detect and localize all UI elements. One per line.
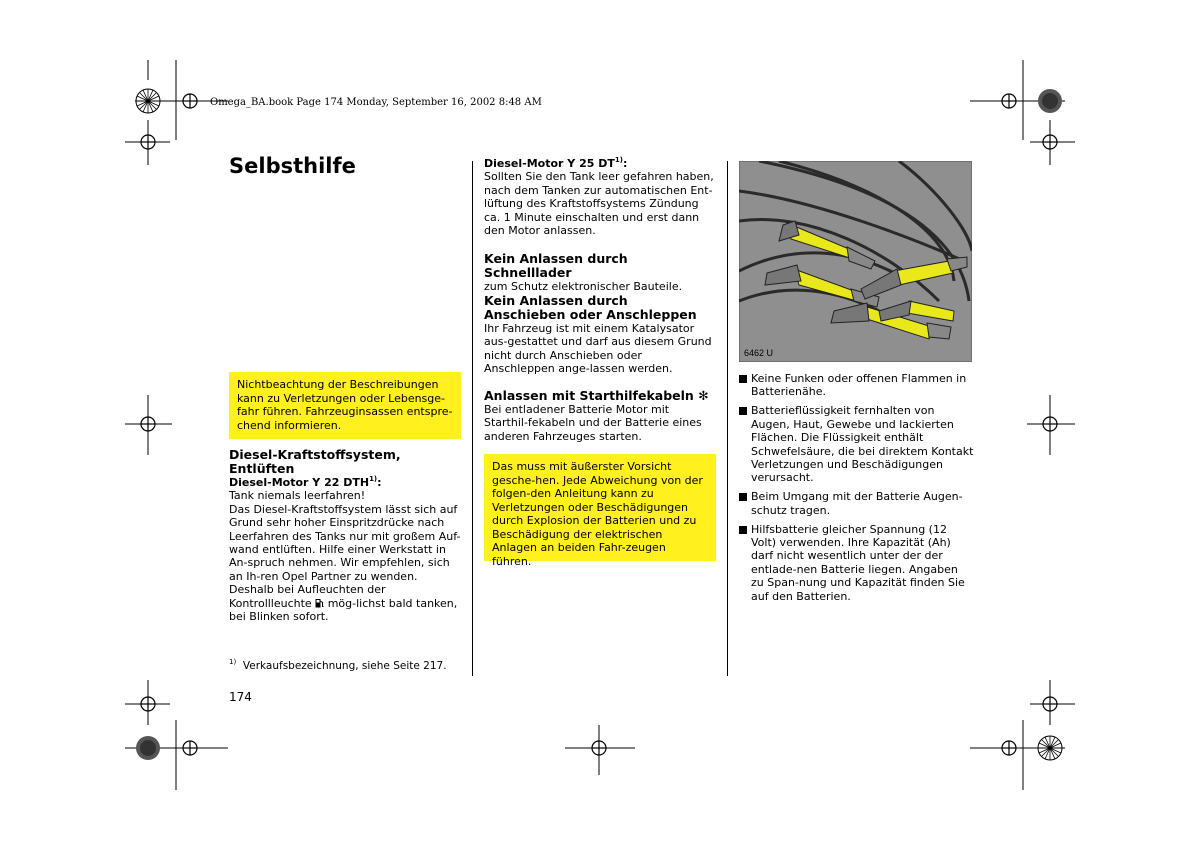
fast-charger-section: [484, 252, 716, 293]
snowflake-icon: ✻: [698, 388, 709, 403]
diesel-bleeding-section: [229, 448, 465, 623]
figure-label: 6462 U: [744, 348, 774, 358]
diesel-y25-section: [484, 157, 716, 237]
list-item: Hilfsbatterie gleicher Spannung (12 Volt) verwenden. Ihre Kapazität (Ah) darf nicht wesentlich unter der der entlade-nen Batterie liegen. Angaben zu Span-nung und Kapazität finden Sie auf den Batterien.: [739, 523, 974, 603]
list-item: Batterieflüssigkeit fernhalten von Augen, Haut, Gewebe und lackierten Flächen. Die Flüssigkeit enthält Schwefelsäure, die bei direktem Kontakt Verletzungen und Beschädigungen verursacht.: [739, 404, 974, 484]
push-start-section: [484, 294, 716, 376]
jumper-cables-image: [739, 161, 972, 362]
bullet-square-icon: [739, 375, 747, 383]
body-text: Sollten Sie den Tank leer gefahren haben, nach dem Tanken zur automatischen Ent-lüftung des Kraftstoffsystems Zündung ca. 1 Minute einschalten und erst dann den Motor anlassen.: [484, 170, 714, 238]
warning-box-fuel: Nichtbeachtung der Beschreibungen kann zu Verletzungen oder Lebensge-fahr führen. Fahrzeuginsassen entspre-chend informieren.: [229, 372, 461, 439]
warning-box-jumpstart: Das muss mit äußerster Vorsicht gesche-hen. Jede Abweichung von der folgen-den Anleitung kann zu Verletzungen oder Beschädigungen durch Explosion der Batterien und zu Beschädigung der elektrischen Anlagen an beiden Fahr-zeugen führen.: [484, 454, 716, 561]
jump-start-section: [484, 389, 716, 443]
footnote: $^{1)}$ Verkaufsbezeichnung, siehe Seite 217.: [229, 658, 447, 672]
section-heading: Kein Anlassen durch Anschieben oder Anschleppen: [484, 293, 697, 322]
bullet-square-icon: [739, 526, 747, 534]
engine-subheading: Diesel-Motor Y 25 DT$^{1)}$:: [484, 156, 628, 170]
column-divider-left: [472, 161, 473, 676]
section-heading: Kein Anlassen durch Schnelllader: [484, 251, 628, 280]
section-heading: Anlassen mit Starthilfekabeln ✻: [484, 388, 709, 403]
section-heading: Diesel-Kraftstoffsystem, Entlüften: [229, 447, 401, 476]
bullet-square-icon: [739, 407, 747, 415]
body-text: Ihr Fahrzeug ist mit einem Katalysator aus-gestattet und darf aus diesem Grund nicht durch Anschieben oder Anschleppen ange-lassen werden.: [484, 322, 712, 376]
body-text: zum Schutz elektronischer Bauteile.: [484, 280, 683, 293]
print-header: Omega_BA.book Page 174 Monday, September 16, 2002 8:48 AM: [210, 97, 542, 108]
body-text: Das Diesel-Kraftstoffsystem lässt sich auf Grund sehr hoher Einspritzdrücke nach Leerfahren des Tanks nur mit großem Auf-wand entlüften. Hilfe einer Werkstatt in An-spruch nehmen. Wir empfehlen, sich an Ih-ren Opel Partner zu wenden. Deshalb bei Aufleuchten der Kontrollleuchte mög-lichst bald tanken, bei Blinken sofort.: [229, 502, 461, 624]
engine-subheading: Diesel-Motor Y 22 DTH$^{1)}$:: [229, 475, 382, 489]
column-divider-right: [727, 161, 728, 676]
page-title: Selbsthilfe: [229, 154, 356, 178]
safety-bullet-list: [739, 372, 974, 609]
fuel-pump-icon: [315, 598, 324, 608]
body-text: Bei entladener Batterie Motor mit Starthil-fekabeln und der Batterie eines anderen Fahrzeuges starten.: [484, 403, 702, 443]
list-item: Beim Umgang mit der Batterie Augen-schutz tragen.: [739, 490, 974, 517]
bullet-square-icon: [739, 493, 747, 501]
list-item: Keine Funken oder offenen Flammen in Batterienähe.: [739, 372, 974, 399]
page-number: 174: [229, 690, 252, 704]
lead-text: Tank niemals leerfahren!: [229, 489, 366, 503]
